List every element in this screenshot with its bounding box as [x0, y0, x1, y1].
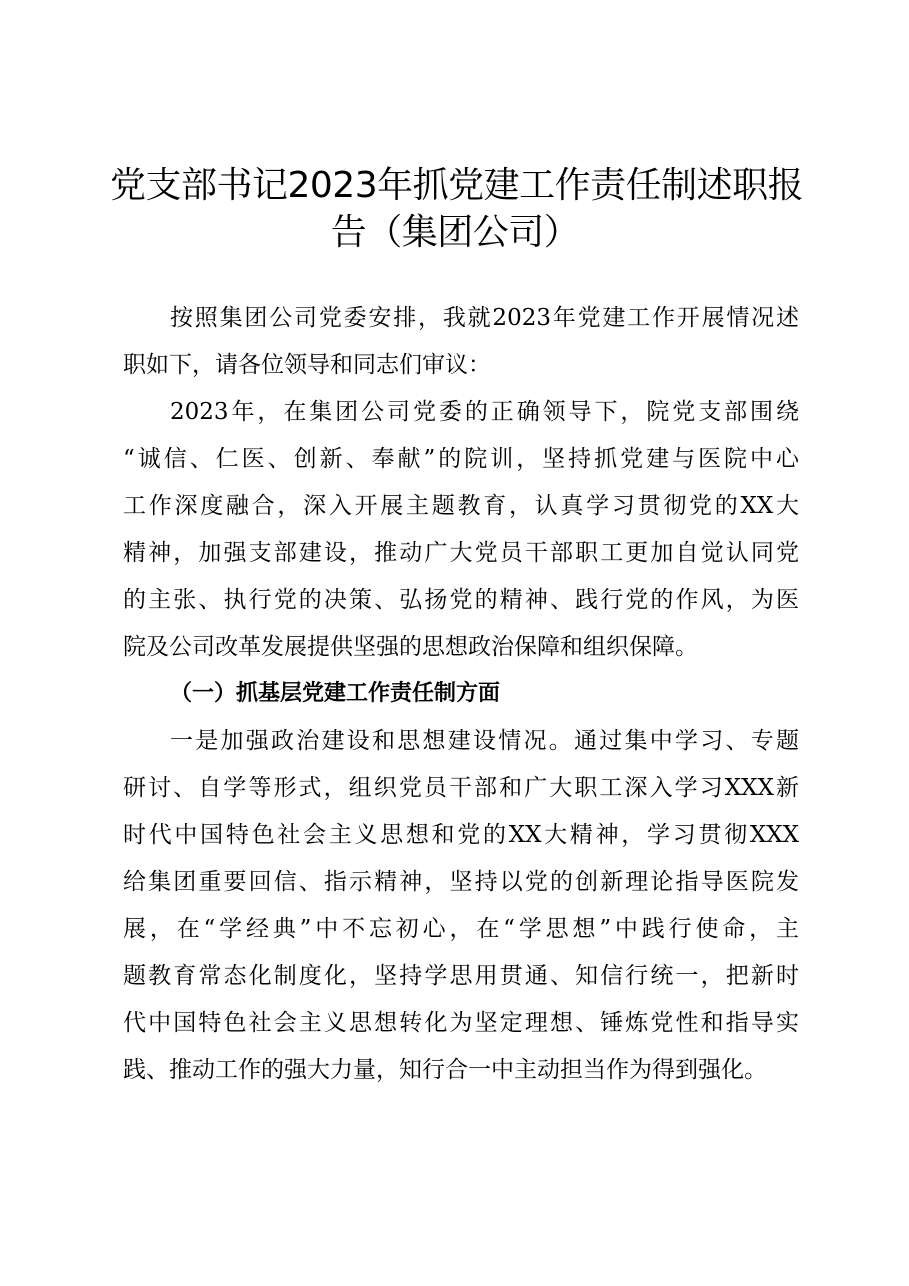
paragraph-3-line-2: 研讨、自学等形式，组织党员干部和广大职工深入学习XXX新	[123, 775, 799, 801]
section-heading: （一）抓基层党建工作责任制方面	[170, 681, 501, 706]
paragraph-3-line-7: 代中国特色社会主义思想转化为坚定理想、锤炼党性和指导实	[123, 1010, 799, 1036]
paragraph-1-line-1: 按照集团公司党委安排，我就2023年党建工作开展情况述	[170, 305, 799, 331]
paragraph-2-line-2: “诚信、仁医、创新、奉献”的院训，坚持抓党建与医院中心	[123, 446, 799, 472]
paragraph-3-line-5: 展，在“学经典”中不忘初心，在“学思想”中践行使命，主	[123, 916, 799, 942]
paragraph-2-line-6: 院及公司改革发展提供坚强的思想政治保障和组织保障。	[123, 634, 698, 660]
document-title-line-2: 告（集团公司）	[330, 212, 580, 253]
paragraph-3-line-4: 给集团重要回信、指示精神，坚持以党的创新理论指导医院发	[123, 869, 799, 895]
paragraph-2-line-1: 2023年，在集团公司党委的正确领导下，院党支部围绕	[170, 399, 799, 425]
paragraph-3-line-3: 时代中国特色社会主义思想和党的XX大精神，学习贯彻XXX	[123, 822, 799, 848]
document-title-line-1: 党支部书记2023年抓党建工作责任制述职报	[110, 165, 804, 206]
paragraph-3-line-6: 题教育常态化制度化，坚持学思用贯通、知信行统一，把新时	[123, 963, 799, 989]
paragraph-2-line-5: 的主张、执行党的决策、弘扬党的精神、践行党的作风，为医	[123, 587, 799, 613]
paragraph-3-line-1: 一是加强政治建设和思想建设情况。通过集中学习、专题	[170, 728, 799, 754]
paragraph-2-line-4: 精神，加强支部建设，推动广大党员干部职工更加自觉认同党	[123, 540, 799, 566]
paragraph-1-line-2: 职如下，请各位领导和同志们审议：	[123, 352, 491, 378]
paragraph-3-line-8: 践、推动工作的强大力量，知行合一中主动担当作为得到强化。	[123, 1057, 767, 1083]
paragraph-2-line-3: 工作深度融合，深入开展主题教育，认真学习贯彻党的XX大	[123, 493, 799, 519]
